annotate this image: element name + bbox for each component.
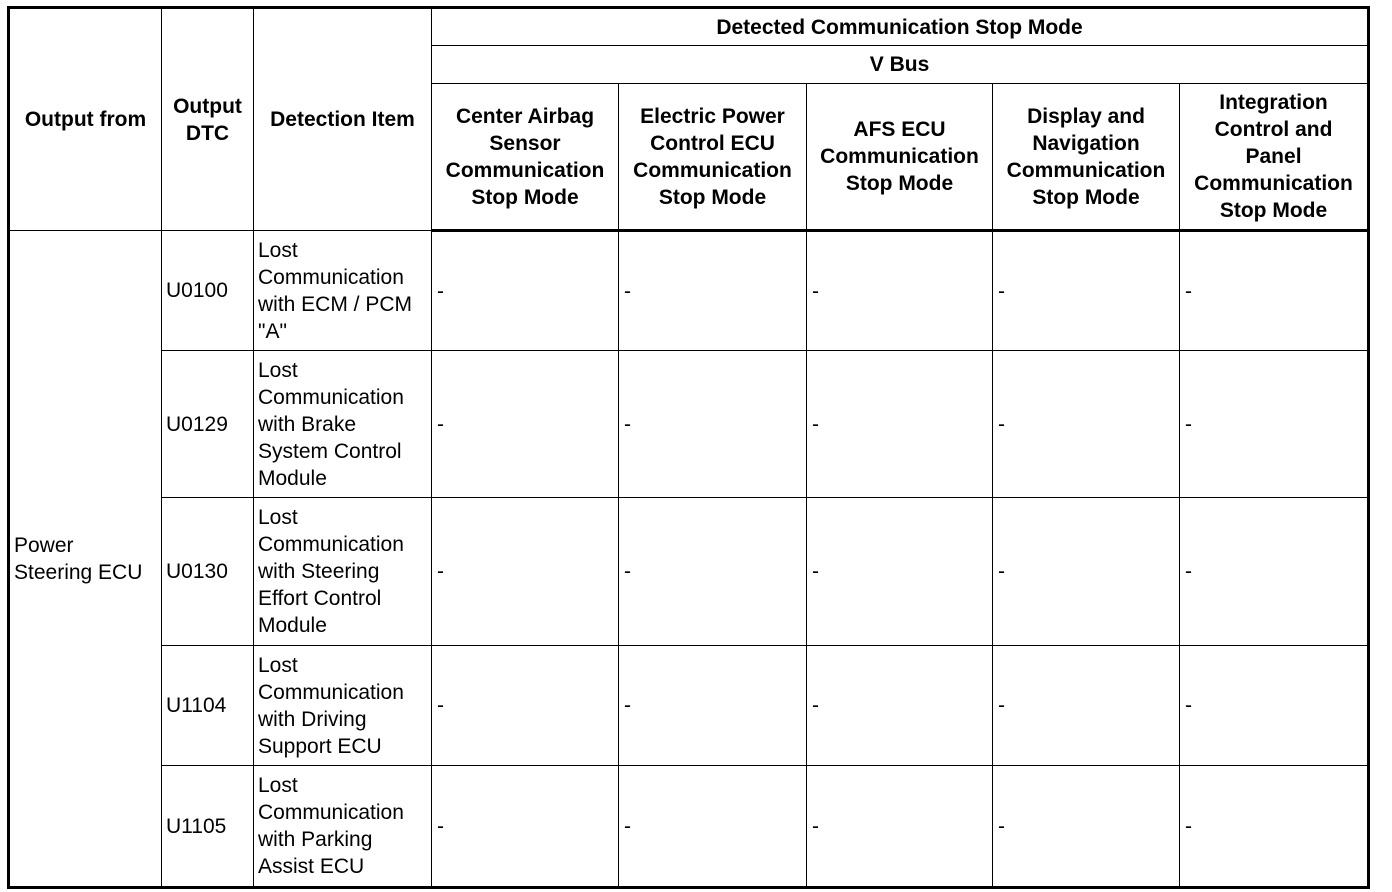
value-cell: - xyxy=(619,231,807,351)
value-cell: - xyxy=(807,766,993,888)
header-v-bus: V Bus xyxy=(432,46,1369,84)
header-mode-display-navigation: Display and Navigation Communication Stop Mode xyxy=(993,84,1180,231)
value-cell: - xyxy=(993,766,1180,888)
value-cell: - xyxy=(807,498,993,646)
header-mode-electric-power: Electric Power Control ECU Communication Stop Mode xyxy=(619,84,807,231)
dtc-cell: U1104 xyxy=(162,646,254,766)
value-cell: - xyxy=(993,231,1180,351)
value-cell: - xyxy=(619,498,807,646)
detection-item-cell: Lost Communication with Brake System Control Module xyxy=(254,351,432,498)
detection-item-cell: Lost Communication with Steering Effort Control Module xyxy=(254,498,432,646)
value-cell: - xyxy=(619,351,807,498)
value-cell: - xyxy=(1180,351,1369,498)
header-mode-integration-control: Integration Control and Panel Communication Stop Mode xyxy=(1180,84,1369,231)
detection-item-cell: Lost Communication with Parking Assist ECU xyxy=(254,766,432,888)
value-cell: - xyxy=(993,646,1180,766)
table-row xyxy=(9,646,1369,766)
value-cell: - xyxy=(432,351,619,498)
table-row xyxy=(9,231,1369,351)
dtc-cell: U0129 xyxy=(162,351,254,498)
value-cell: - xyxy=(1180,231,1369,351)
header-mode-afs-ecu: AFS ECU Communication Stop Mode xyxy=(807,84,993,231)
dtc-cell: U0100 xyxy=(162,231,254,351)
value-cell: - xyxy=(619,766,807,888)
header-detection-item: Detection Item xyxy=(254,8,432,231)
value-cell: - xyxy=(807,351,993,498)
value-cell: - xyxy=(807,231,993,351)
value-cell: - xyxy=(432,646,619,766)
detection-item-cell: Lost Communication with ECM / PCM "A" xyxy=(254,231,432,351)
table-row xyxy=(9,351,1369,498)
value-cell: - xyxy=(432,498,619,646)
value-cell: - xyxy=(619,646,807,766)
header-detected-stop-mode: Detected Communication Stop Mode xyxy=(432,8,1369,46)
value-cell: - xyxy=(993,351,1180,498)
table-row xyxy=(9,498,1369,646)
value-cell: - xyxy=(1180,646,1369,766)
header-mode-center-airbag: Center Airbag Sensor Communication Stop Mode xyxy=(432,84,619,231)
dtc-cell: U0130 xyxy=(162,498,254,646)
value-cell: - xyxy=(1180,766,1369,888)
dtc-table xyxy=(7,6,1370,889)
header-output-from: Output from xyxy=(9,8,162,231)
table-row xyxy=(9,766,1369,888)
value-cell: - xyxy=(1180,498,1369,646)
value-cell: - xyxy=(807,646,993,766)
header-output-dtc: Output DTC xyxy=(162,8,254,231)
value-cell: - xyxy=(432,231,619,351)
value-cell: - xyxy=(432,766,619,888)
output-from-cell: Power Steering ECU xyxy=(9,231,162,888)
value-cell: - xyxy=(993,498,1180,646)
detection-item-cell: Lost Communication with Driving Support ECU xyxy=(254,646,432,766)
dtc-cell: U1105 xyxy=(162,766,254,888)
